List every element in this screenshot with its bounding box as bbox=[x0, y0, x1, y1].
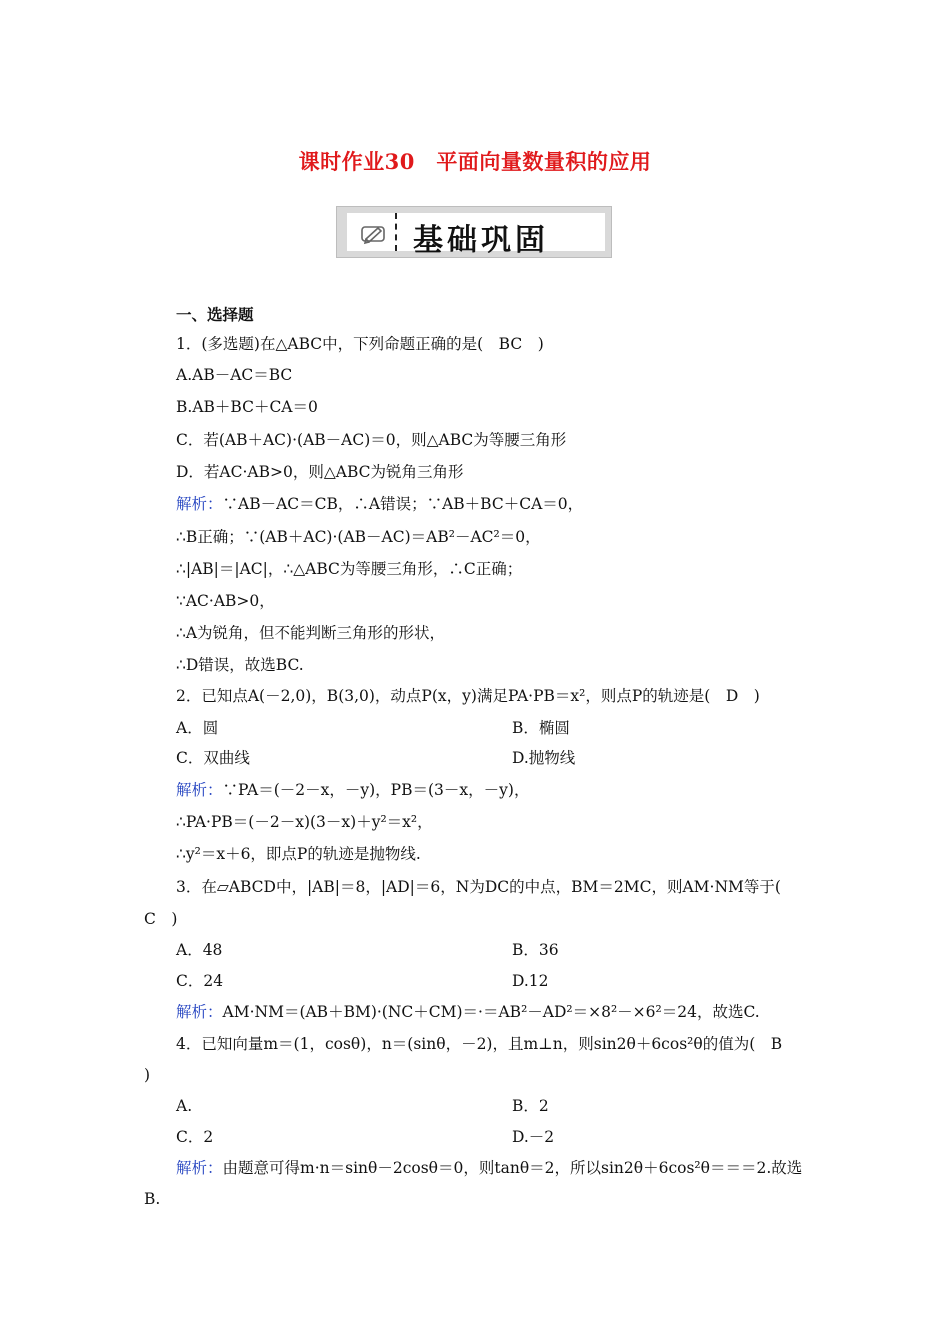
q1-option-d: D．若AC·AB>0，则△ABC为锐角三角形 bbox=[176, 463, 464, 481]
q1-analysis-6: ∴D错误，故选BC. bbox=[176, 656, 304, 674]
q2-analysis-1 bbox=[176, 779, 529, 801]
q4-option-a: A. bbox=[176, 1097, 193, 1115]
banner-divider bbox=[395, 213, 397, 251]
q2-option-d: D.抛物线 bbox=[512, 749, 576, 767]
analysis-text: ∵PA＝(－2－x，－y)，PB＝(3－x，－y)， bbox=[222, 781, 530, 799]
q1-analysis-4: ∵AC·AB>0， bbox=[176, 592, 275, 610]
section-banner bbox=[336, 206, 612, 258]
q1-analysis-5: ∴A为锐角，但不能判断三角形的形状， bbox=[176, 624, 446, 642]
q4-stem: 4．已知向量m＝(1，cosθ)，n＝(sinθ，－2)，且m⊥n，则sin2θ＋6cos²θ的值为( B bbox=[176, 1035, 783, 1053]
pencil-icon bbox=[359, 221, 387, 247]
analysis-text: 由题意可得m·n＝sinθ－2cosθ＝0，则tanθ＝2，所以sin2θ＋6cos²θ＝＝＝2.故选 bbox=[222, 1159, 803, 1177]
analysis-label: 解析： bbox=[176, 781, 223, 799]
q1-analysis-3: ∴|AB|＝|AC|，∴△ABC为等腰三角形，∴C正确； bbox=[176, 560, 523, 578]
q2-option-b: B．椭圆 bbox=[512, 719, 570, 737]
q4-analysis-2: B. bbox=[144, 1190, 161, 1208]
analysis-text: ∵AB－AC＝CB，∴A错误；∵AB＋BC＋CA＝0， bbox=[222, 495, 584, 513]
q3-option-c: C．24 bbox=[176, 972, 224, 990]
banner-label: 基础巩固 bbox=[413, 223, 549, 258]
q1-option-b: B.AB＋BC＋CA＝0 bbox=[176, 398, 318, 416]
analysis-label: 解析： bbox=[176, 1159, 223, 1177]
q1-analysis-2: ∴B正确；∵(AB＋AC)·(AB－AC)＝AB²－AC²＝0， bbox=[176, 528, 541, 546]
section-heading: 一、选择题 bbox=[176, 305, 254, 324]
q2-analysis-2: ∴PA·PB＝(－2－x)(3－x)＋y²＝x²， bbox=[176, 813, 433, 831]
q4-option-c: C．2 bbox=[176, 1128, 214, 1146]
q1-option-c: C．若(AB＋AC)·(AB－AC)＝0，则△ABC为等腰三角形 bbox=[176, 431, 567, 449]
page-title: 课时作业30 平面向量数量积的应用 bbox=[298, 149, 652, 174]
q3-stem-cont: C ) bbox=[144, 910, 178, 928]
analysis-text: AM·NM＝(AB＋BM)·(NC＋CM)＝·＝AB²－AD²＝×8²－×6²＝24，故选C. bbox=[222, 1003, 760, 1021]
q2-stem: 2．已知点A(－2,0)，B(3,0)，动点P(x，y)满足PA·PB＝x²，则点P的轨迹是( D ) bbox=[176, 687, 760, 705]
q1-analysis-1 bbox=[176, 493, 583, 515]
analysis-label: 解析： bbox=[176, 495, 223, 513]
q4-option-d: D.－2 bbox=[512, 1128, 555, 1146]
q1-option-a: A.AB－AC＝BC bbox=[176, 366, 293, 384]
q1-stem: 1．(多选题)在△ABC中，下列命题正确的是( BC ) bbox=[176, 335, 544, 353]
q4-option-b: B．2 bbox=[512, 1097, 549, 1115]
q4-stem-cont: ) bbox=[144, 1066, 151, 1084]
q3-stem: 3．在▱ABCD中，|AB|＝8，|AD|＝6，N为DC的中点，BM＝2MC，则AM·NM等于( bbox=[176, 878, 781, 896]
analysis-label: 解析： bbox=[176, 1003, 223, 1021]
banner-panel bbox=[347, 213, 605, 258]
q3-analysis-1 bbox=[176, 1001, 760, 1023]
q3-option-b: B．36 bbox=[512, 941, 559, 959]
q3-option-d: D.12 bbox=[512, 972, 549, 990]
q3-option-a: A．48 bbox=[176, 941, 223, 959]
q2-analysis-3: ∴y²＝x＋6，即点P的轨迹是抛物线. bbox=[176, 845, 421, 863]
q2-option-c: C．双曲线 bbox=[176, 749, 250, 767]
q2-option-a: A．圆 bbox=[176, 719, 219, 737]
q4-analysis-1 bbox=[176, 1157, 802, 1179]
